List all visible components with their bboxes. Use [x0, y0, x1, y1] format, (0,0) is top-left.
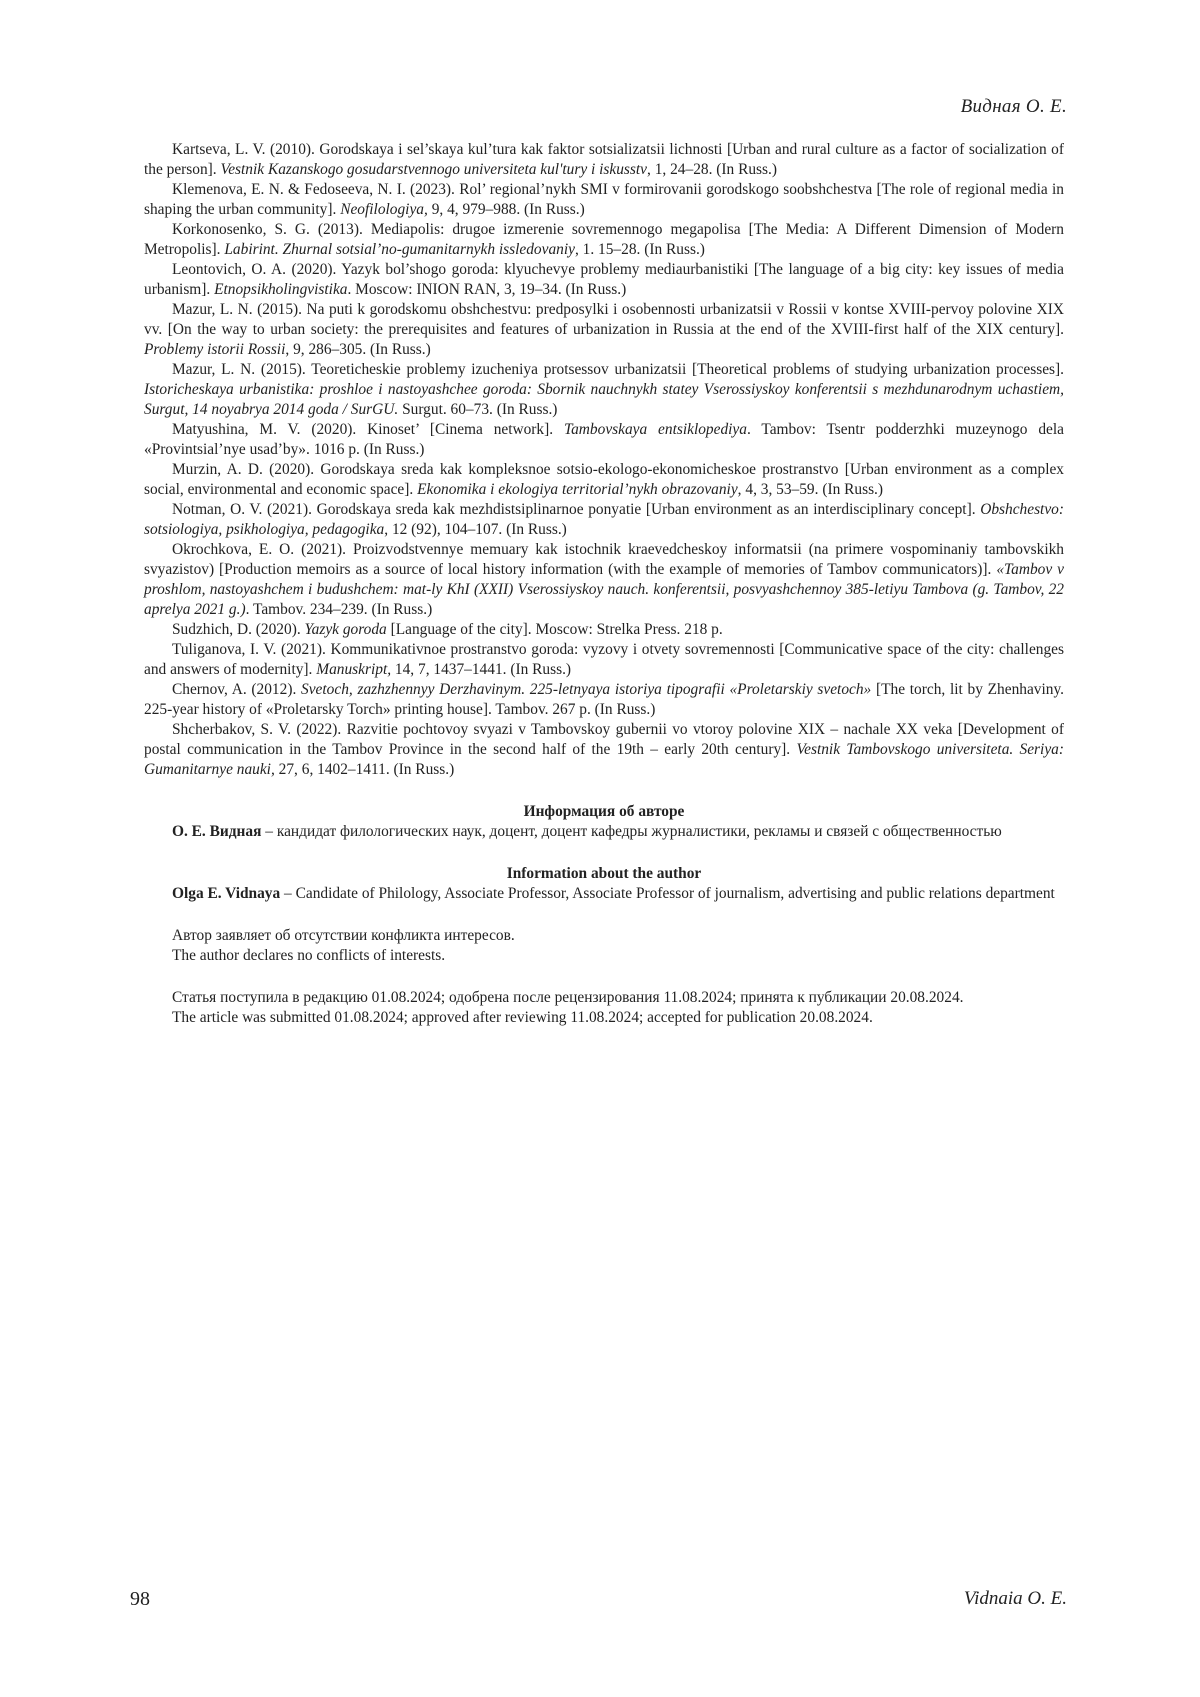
reference-item: Klemenova, E. N. & Fedoseeva, N. I. (2023). Rol’ regional’nykh SMI v formirovanii gorodskogo soobshchestva [The role of regional media in shaping the urban community]. Neofilologiya, 9, 4, 979–988. (In Russ.) [144, 181, 1064, 218]
author-name-ru: О. Е. Видная [172, 823, 262, 840]
reference-item: Chernov, A. (2012). Svetoch, zazhzhennyy Derzhavinym. 225-letnyaya istoriya tipografii «Proletarskiy svetoch» [The torch, lit by Zhenhaviny. 225-year history of «Proletarsky Torch» printing house]. Tambov. 267 p. (In Russ.) [144, 681, 1065, 718]
dates-ru: Статья поступила в редакцию 01.08.2024; одобрена после рецензирования 11.08.2024; принята к публикации 20.08.2024. [172, 989, 964, 1006]
author-info-en-body: Olga E. Vidnaya – Candidate of Philology, Associate Professor, Associate Professor of journalism, advertising and public relations department [172, 885, 1055, 902]
author-name-en: Olga E. Vidnaya [172, 885, 281, 902]
article-dates [172, 988, 1064, 1028]
reference-item: Mazur, L. N. (2015). Teoreticheskie problemy izucheniya protsessov urbanizatsii [Theoretical problems of studying urbanization processes]. Istoricheskaya urbanistika: proshloe i nastoyashchee goroda: Sbornik nauchnykh statey Vserossiyskoy konferentsii s mezhdunarodnym uchastiem, Surgut, 14 noyabrya 2014 goda / SurGU. Surgut. 60–73. (In Russ.) [144, 361, 1064, 418]
author-info-ru-title: Информация об авторе [523, 803, 685, 820]
page-number: 98 [130, 1588, 150, 1610]
reference-item: Matyushina, M. V. (2020). Kinoset’ [Cinema network]. Tambovskaya entsiklopediya. Tambov: Tsentr podderzhki muzeynogo dela «Provintsial’nye usad’by». 1016 p. (In Russ.) [144, 421, 1064, 458]
reference-item: Okrochkova, E. O. (2021). Proizvodstvennye memuary kak istochnik kraevedcheskoy informatsii (na primere vospominaniy tambovskikh svyazistov) [Production memoirs as a source of local history information (with the example of memories of Tambov communicators)]. «Tambov v proshlom, nastoyashchem i budushchem: mat-ly KhI (XXII) Vserossiyskoy nauch. konferentsii, posvyashchennoy 385-letiyu Tambova (g. Tambov, 22 aprelya 2021 g.). Tambov. 234–239. (In Russ.) [144, 541, 1064, 618]
dates-en: The article was submitted 01.08.2024; approved after reviewing 11.08.2024; accepted for publication 20.08.2024. [172, 1009, 873, 1026]
reference-item: Notman, O. V. (2021). Gorodskaya sreda kak mezhdistsiplinarnoe ponyatie [Urban environment as an interdisciplinary concept]. Obshchestvo: sotsiologiya, psikhologiya, pedagogika, 12 (92), 104–107. (In Russ.) [144, 501, 1064, 538]
reference-item: Mazur, L. N. (2015). Na puti k gorodskomu obshchestvu: predposylki i osobennosti urbanizatsii v Rossii v kontse XVIII-pervoy polovine XIX vv. [On the way to urban society: the prerequisites and features of urbanization in Russia at the end of the XVIII-first half of the XIX century]. Problemy istorii Rossii, 9, 286–305. (In Russ.) [144, 301, 1064, 358]
author-info-en-title: Information about the author [506, 865, 702, 882]
author-info-en [144, 864, 1064, 904]
reference-item: Sudzhich, D. (2020). Yazyk goroda [Language of the city]. Moscow: Strelka Press. 218 p. [172, 621, 723, 638]
reference-item: Shcherbakov, S. V. (2022). Razvitie pochtovoy svyazi v Tambovskoy gubernii vo vtoroy polovine XIX – nachale XX veka [Development of postal communication in the Tambov Province in the second half of the 19th – early 20th century]. Vestnik Tambovskogo universiteta. Seriya: Gumanitarnye nauki, 27, 6, 1402–1411. (In Russ.) [144, 721, 1064, 778]
page-content [144, 140, 1064, 1028]
conflict-en: The author declares no conflicts of interests. [172, 947, 446, 964]
running-head: Видная О. Е. [960, 96, 1067, 117]
reference-item: Kartseva, L. V. (2010). Gorodskaya i sel’skaya kul’tura kak faktor sotsializatsii lichnosti [Urban and rural culture as a factor of socialization of the person]. Vestnik Kazanskogo gosudarstvennogo universiteta kul'tury i iskusstv, 1, 24–28. (In Russ.) [144, 141, 1064, 178]
reference-item: Tuliganova, I. V. (2021). Kommunikativnoe prostranstvo goroda: vyzovy i otvety sovremennosti [Communicative space of the city: challenges and answers of modernity]. Manuskript, 14, 7, 1437–1441. (In Russ.) [144, 641, 1064, 678]
author-info-ru-body: О. Е. Видная – кандидат филологических наук, доцент, доцент кафедры журналистики, рекламы и связей с общественностью [172, 823, 1002, 840]
reference-list [144, 140, 1064, 780]
author-info-ru [144, 802, 1064, 842]
conflict-ru: Автор заявляет об отсутствии конфликта интересов. [172, 927, 515, 944]
reference-item: Leontovich, O. A. (2020). Yazyk bol’shogo goroda: klyuchevye problemy mediaurbanistiki [The language of a big city: key issues of media urbanism]. Etnopsikholingvistika. Moscow: INION RAN, 3, 19–34. (In Russ.) [144, 261, 1064, 298]
reference-item: Murzin, A. D. (2020). Gorodskaya sreda kak kompleksnoe sotsio-ekologo-ekonomicheskoe prostranstvo [Urban environment as a complex social, environmental and economic space]. Ekonomika i ekologiya territorial’nykh obrazovaniy, 4, 3, 53–59. (In Russ.) [144, 461, 1064, 498]
reference-item: Korkonosenko, S. G. (2013). Mediapolis: drugoe izmerenie sovremennogo megapolisa [The Media: A Different Dimension of Modern Metropolis]. Labirint. Zhurnal sotsial’no-gumanitarnykh issledovaniy, 1. 15–28. (In Russ.) [144, 221, 1064, 258]
conflict-statement [172, 926, 1064, 966]
footer-author: Vidnaia O. E. [963, 1588, 1067, 1609]
